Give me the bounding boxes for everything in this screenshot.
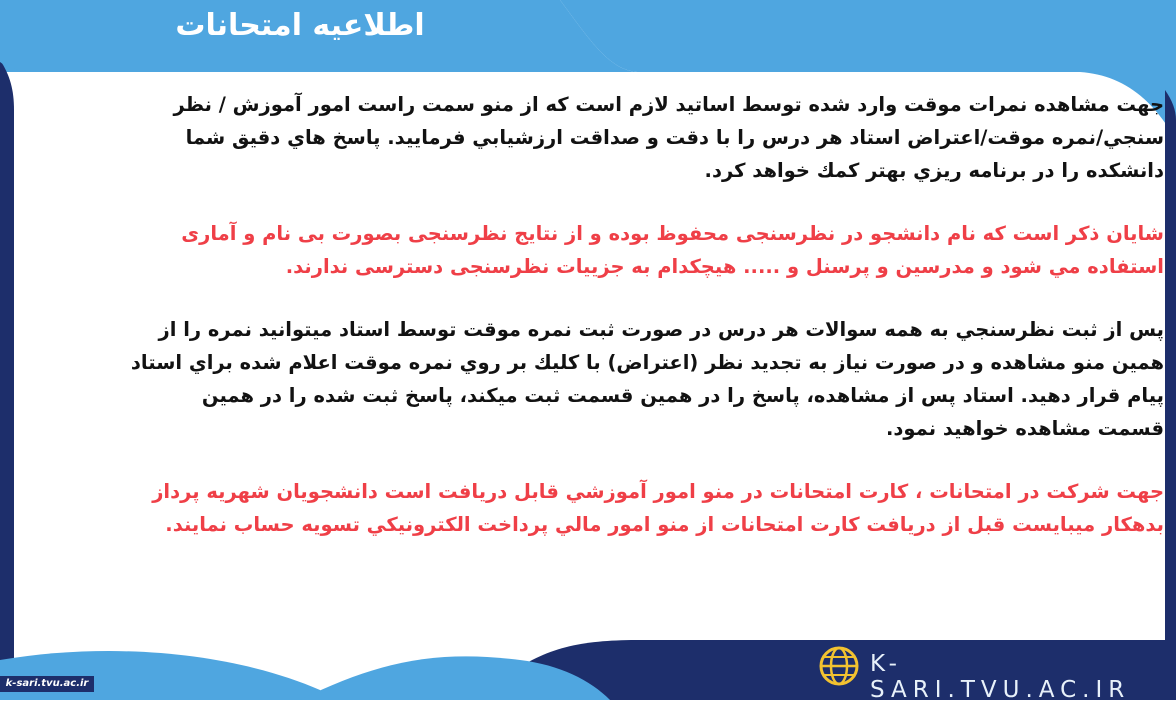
announcement-paragraph <box>8 313 1164 445</box>
paragraph-line: بدهكار ميبايست قبل از دريافت كارت امتحانات از منو امور مالي پرداخت الكترونيكي تسويه حساب نمايند. <box>165 513 1164 536</box>
paragraph-line: دانشکده را در برنامه ريزي بهتر كمك خواهد كرد. <box>704 159 1164 182</box>
paragraph-line: استفاده مي شود و مدرسين و پرسنل و ..... هیچکدام به جزييات نظرسنجی دسترسی ندارند. <box>285 255 1164 278</box>
left-edge-light <box>0 0 40 71</box>
website-url: K-SARI.TVU.AC.IR <box>870 651 1131 703</box>
globe-icon <box>818 645 860 687</box>
paragraph-line: پيام قرار دهيد. استاد پس از مشاهده، پاسخ را در همين قسمت ثبت ميكند، پاسخ ثبت شده را در همين <box>201 384 1164 407</box>
page-title: اطلاعیه امتحانات <box>175 8 425 43</box>
small-website-url: k-sari.tvu.ac.ir <box>0 676 94 692</box>
paragraph-line: پس از ثبت نظرسنجي به همه سوالات هر درس در صورت ثبت نمره موقت توسط استاد ميتوانيد نمره را از <box>158 318 1164 341</box>
right-edge-strip <box>1165 90 1176 640</box>
paragraph-line: جهت شرکت در امتحانات ، کارت امتحانات در منو امور آموزشي قابل دريافت است دانشجويان شهريه پرداز <box>152 480 1164 503</box>
paragraph-line: جهت مشاهده نمرات موقت وارد شده توسط اساتید لازم است که از منو سمت راست امور آموزش / نظر <box>173 93 1164 116</box>
announcement-paragraph <box>8 88 1164 187</box>
announcement-paragraph <box>8 217 1164 283</box>
paragraph-line: شایان ذکر است که نام دانشجو در نظرسنجی محفوظ بوده و از نتایج نظرسنجی بصورت بی نام و آماری <box>181 222 1164 245</box>
paragraph-line: سنجي/نمره موقت/اعتراض استاد هر درس را با دقت و صداقت ارزشيابي فرماييد. پاسخ هاي دقيق شما <box>185 126 1164 149</box>
paragraph-line: قسمت مشاهده خواهيد نمود. <box>886 417 1164 440</box>
paragraph-line: همين منو مشاهده و در صورت نياز به تجديد نظر (اعتراض) با كليك بر روي نمره موقت اعلام شده براي استاد <box>130 351 1164 374</box>
announcement-body <box>8 88 1164 571</box>
announcement-paragraph <box>8 475 1164 541</box>
